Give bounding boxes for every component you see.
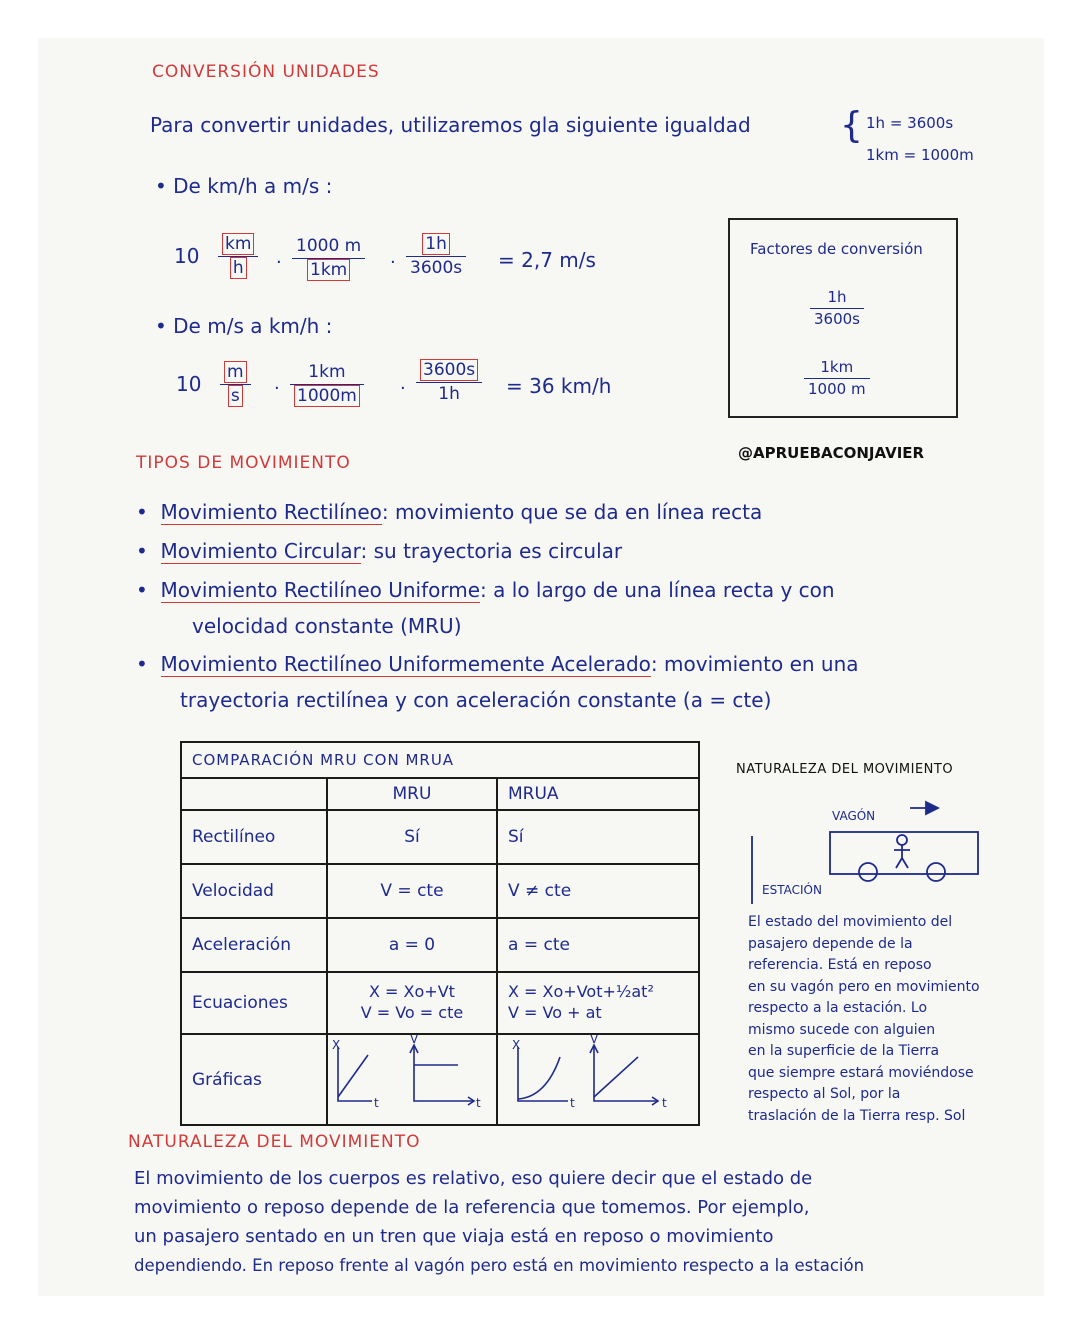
graph-label-v: V <box>409 1035 419 1046</box>
equation-velocity: V = Vo + at <box>508 1003 602 1022</box>
paragraph-line: movimiento o reposo depende de la referencia que tomemos. Por ejemplo, <box>134 1197 810 1218</box>
fraction-top: 1h <box>422 233 450 255</box>
axis-icon <box>518 1047 568 1101</box>
bullet-icon: • <box>155 174 174 198</box>
case1-fraction-1 <box>218 236 258 277</box>
fraction-bottom: 3600s <box>406 256 466 277</box>
note-line: El estado del movimiento del <box>748 914 953 930</box>
mru-graphs <box>328 1035 488 1119</box>
table-header-row <box>181 778 699 810</box>
fraction-bottom: 1km <box>307 259 350 281</box>
bullet-icon: • <box>136 578 161 602</box>
table-cell: Rectilíneo <box>181 810 327 864</box>
dot-operator: · <box>400 378 406 399</box>
table-row <box>181 810 699 864</box>
fraction-bottom: 1000 m <box>804 378 870 397</box>
types-title: TIPOS DE MOVIMIENTO <box>136 453 351 473</box>
note-line: referencia. Está en reposo <box>748 957 932 973</box>
arrow-icon <box>926 802 938 814</box>
passenger-icon <box>894 845 910 868</box>
axis-icon <box>414 1047 474 1101</box>
nature-paragraph <box>134 1164 864 1280</box>
factors-title: Factores de conversión <box>750 240 923 258</box>
motion-term: Movimiento Circular <box>160 539 361 563</box>
paragraph-line: dependiendo. En reposo frente al vagón pero está en movimiento respecto a la estación <box>134 1256 865 1275</box>
motion-desc-continued: velocidad constante (MRU) <box>192 614 462 638</box>
table-cell: Aceleración <box>181 918 327 972</box>
paragraph-line: un pasajero sentado en un tren que viaja está en reposo o movimiento <box>134 1226 774 1247</box>
watermark-handle: @APRUEBACONJAVIER <box>738 444 925 462</box>
table-cell: Ecuaciones <box>181 972 327 1034</box>
axis-icon <box>594 1047 658 1101</box>
motion-type-item <box>136 578 835 602</box>
motion-type-item <box>136 500 762 524</box>
case2-label: • De m/s a km/h : <box>155 314 333 338</box>
fraction-top: 1000 m <box>296 236 362 256</box>
fraction-bottom: 1000m <box>294 385 360 407</box>
case2-number: 10 <box>176 372 202 396</box>
wheel-icon <box>927 863 945 881</box>
motion-desc: : movimiento en una <box>650 652 859 676</box>
position-line <box>338 1055 368 1097</box>
table-header-cell: MRU <box>327 778 497 810</box>
fraction-bottom: s <box>228 385 243 407</box>
wagon-label: VAGÓN <box>832 809 876 823</box>
fraction-top: 1km <box>308 362 346 382</box>
graph-label-t: t <box>662 1096 667 1110</box>
note-line: pasajero depende de la <box>748 935 913 952</box>
equation-position: X = Xo+Vot+½at² <box>508 982 654 1002</box>
table-row <box>181 918 699 972</box>
table-cell <box>497 972 699 1034</box>
fraction-bottom: h <box>230 257 247 279</box>
graph-label-x: X <box>331 1038 341 1052</box>
fraction-top: km <box>222 233 254 255</box>
fraction-bottom: 1h <box>416 382 482 403</box>
nature-side-note <box>748 912 980 1127</box>
table-header-cell: MRUA <box>497 778 699 810</box>
table-cell: Sí <box>497 810 699 864</box>
position-curve <box>518 1057 560 1099</box>
wheel-icon <box>859 863 877 881</box>
bullet-icon: • <box>136 539 161 563</box>
note-line: que siempre estará moviéndose <box>748 1064 974 1081</box>
equality-hours: 1h = 3600s <box>866 114 954 132</box>
motion-type-item <box>136 652 859 676</box>
motion-term: Movimiento Rectilíneo Uniformemente Acelerado <box>160 652 651 676</box>
case1-result: = 2,7 m/s <box>498 248 596 272</box>
table-cell <box>327 972 497 1034</box>
case1-label: • De km/h a m/s : <box>155 174 333 198</box>
case2-fraction-3 <box>416 362 482 403</box>
velocity-line <box>594 1057 638 1097</box>
motion-desc: : su trayectoria es circular <box>360 539 623 563</box>
case2-fraction-2 <box>290 364 364 405</box>
mrua-graphs <box>498 1035 698 1119</box>
fraction-top: 1h <box>827 288 847 306</box>
bullet-icon: • <box>136 500 161 524</box>
table-header-cell <box>181 778 327 810</box>
factor-km <box>804 360 870 397</box>
nature-bottom-title: NATURALEZA DEL MOVIMIENTO <box>128 1132 421 1152</box>
factor-hours <box>810 290 864 327</box>
case1-number: 10 <box>174 244 200 268</box>
equation-velocity: V = Vo = cte <box>360 1003 464 1022</box>
paragraph-line: El movimiento de los cuerpos es relativo, eso quiere decir que el estado de <box>134 1168 813 1189</box>
table-row <box>181 1034 699 1125</box>
note-line: mismo sucede con alguien <box>748 1021 936 1038</box>
equation-position: X = Xo+Vt <box>369 982 455 1002</box>
fraction-top: m <box>224 361 247 383</box>
comparison-table <box>180 741 700 1126</box>
fraction-top: 1km <box>820 358 854 376</box>
motion-desc: : movimiento que se da en línea recta <box>381 500 763 524</box>
motion-type-item <box>136 539 622 563</box>
graph-label-t: t <box>570 1096 575 1110</box>
table-caption: COMPARACIÓN MRU CON MRUA <box>181 742 699 778</box>
table-cell-graphs-mru <box>327 1034 497 1125</box>
note-line: respecto al Sol, por la <box>748 1086 901 1102</box>
graph-label-t: t <box>373 1096 379 1110</box>
wagon-illustration <box>740 796 990 906</box>
motion-term: Movimiento Rectilíneo <box>160 500 382 524</box>
conversion-intro: Para convertir unidades, utilizaremos gla siguiente igualdad <box>150 113 751 137</box>
table-cell: a = 0 <box>327 918 497 972</box>
equality-km: 1km = 1000m <box>866 146 974 164</box>
table-cell: Gráficas <box>181 1034 327 1125</box>
graph-label-t: t <box>475 1096 481 1110</box>
conversion-title: CONVERSIÓN UNIDADES <box>152 62 380 82</box>
table-cell: a = cte <box>497 918 699 972</box>
table-cell: V ≠ cte <box>497 864 699 918</box>
table-cell-graphs-mrua <box>497 1034 699 1125</box>
station-label: ESTACIÓN <box>762 883 822 897</box>
conversion-factors-box <box>728 218 958 418</box>
bullet-icon: • <box>155 314 174 338</box>
dot-operator: · <box>390 252 396 273</box>
case1-fraction-2 <box>292 238 365 279</box>
motion-desc-continued: trayectoria rectilínea y con aceleración constante (a = cte) <box>180 688 772 712</box>
motion-term: Movimiento Rectilíneo Uniforme <box>160 578 481 602</box>
fraction-bottom: 3600s <box>810 308 864 327</box>
table-cell: Velocidad <box>181 864 327 918</box>
graph-label-x: X <box>512 1038 521 1052</box>
dot-operator: · <box>274 378 280 399</box>
note-line: en su vagón pero en movimiento <box>748 978 980 995</box>
nature-side-title: NATURALEZA DEL MOVIMIENTO <box>736 762 954 777</box>
case1-fraction-3 <box>406 236 466 277</box>
fraction-top: 3600s <box>420 359 478 381</box>
case2-result: = 36 km/h <box>506 374 612 398</box>
wagon-body <box>830 832 978 874</box>
note-line: respecto a la estación. Lo <box>748 1000 928 1016</box>
table-cell: V = cte <box>327 864 497 918</box>
bullet-icon: • <box>136 652 161 676</box>
table-row <box>181 972 699 1034</box>
graph-label-v: V <box>590 1035 599 1046</box>
table-row <box>181 864 699 918</box>
note-line: traslación de la Tierra resp. Sol <box>748 1107 966 1124</box>
brace-icon: { <box>840 105 863 146</box>
passenger-head <box>897 835 907 845</box>
dot-operator: · <box>276 252 282 273</box>
case2-fraction-1 <box>220 364 251 405</box>
motion-desc: : a lo largo de una línea recta y con <box>480 578 835 602</box>
note-line: en la superficie de la Tierra <box>748 1043 940 1059</box>
table-cell: Sí <box>327 810 497 864</box>
